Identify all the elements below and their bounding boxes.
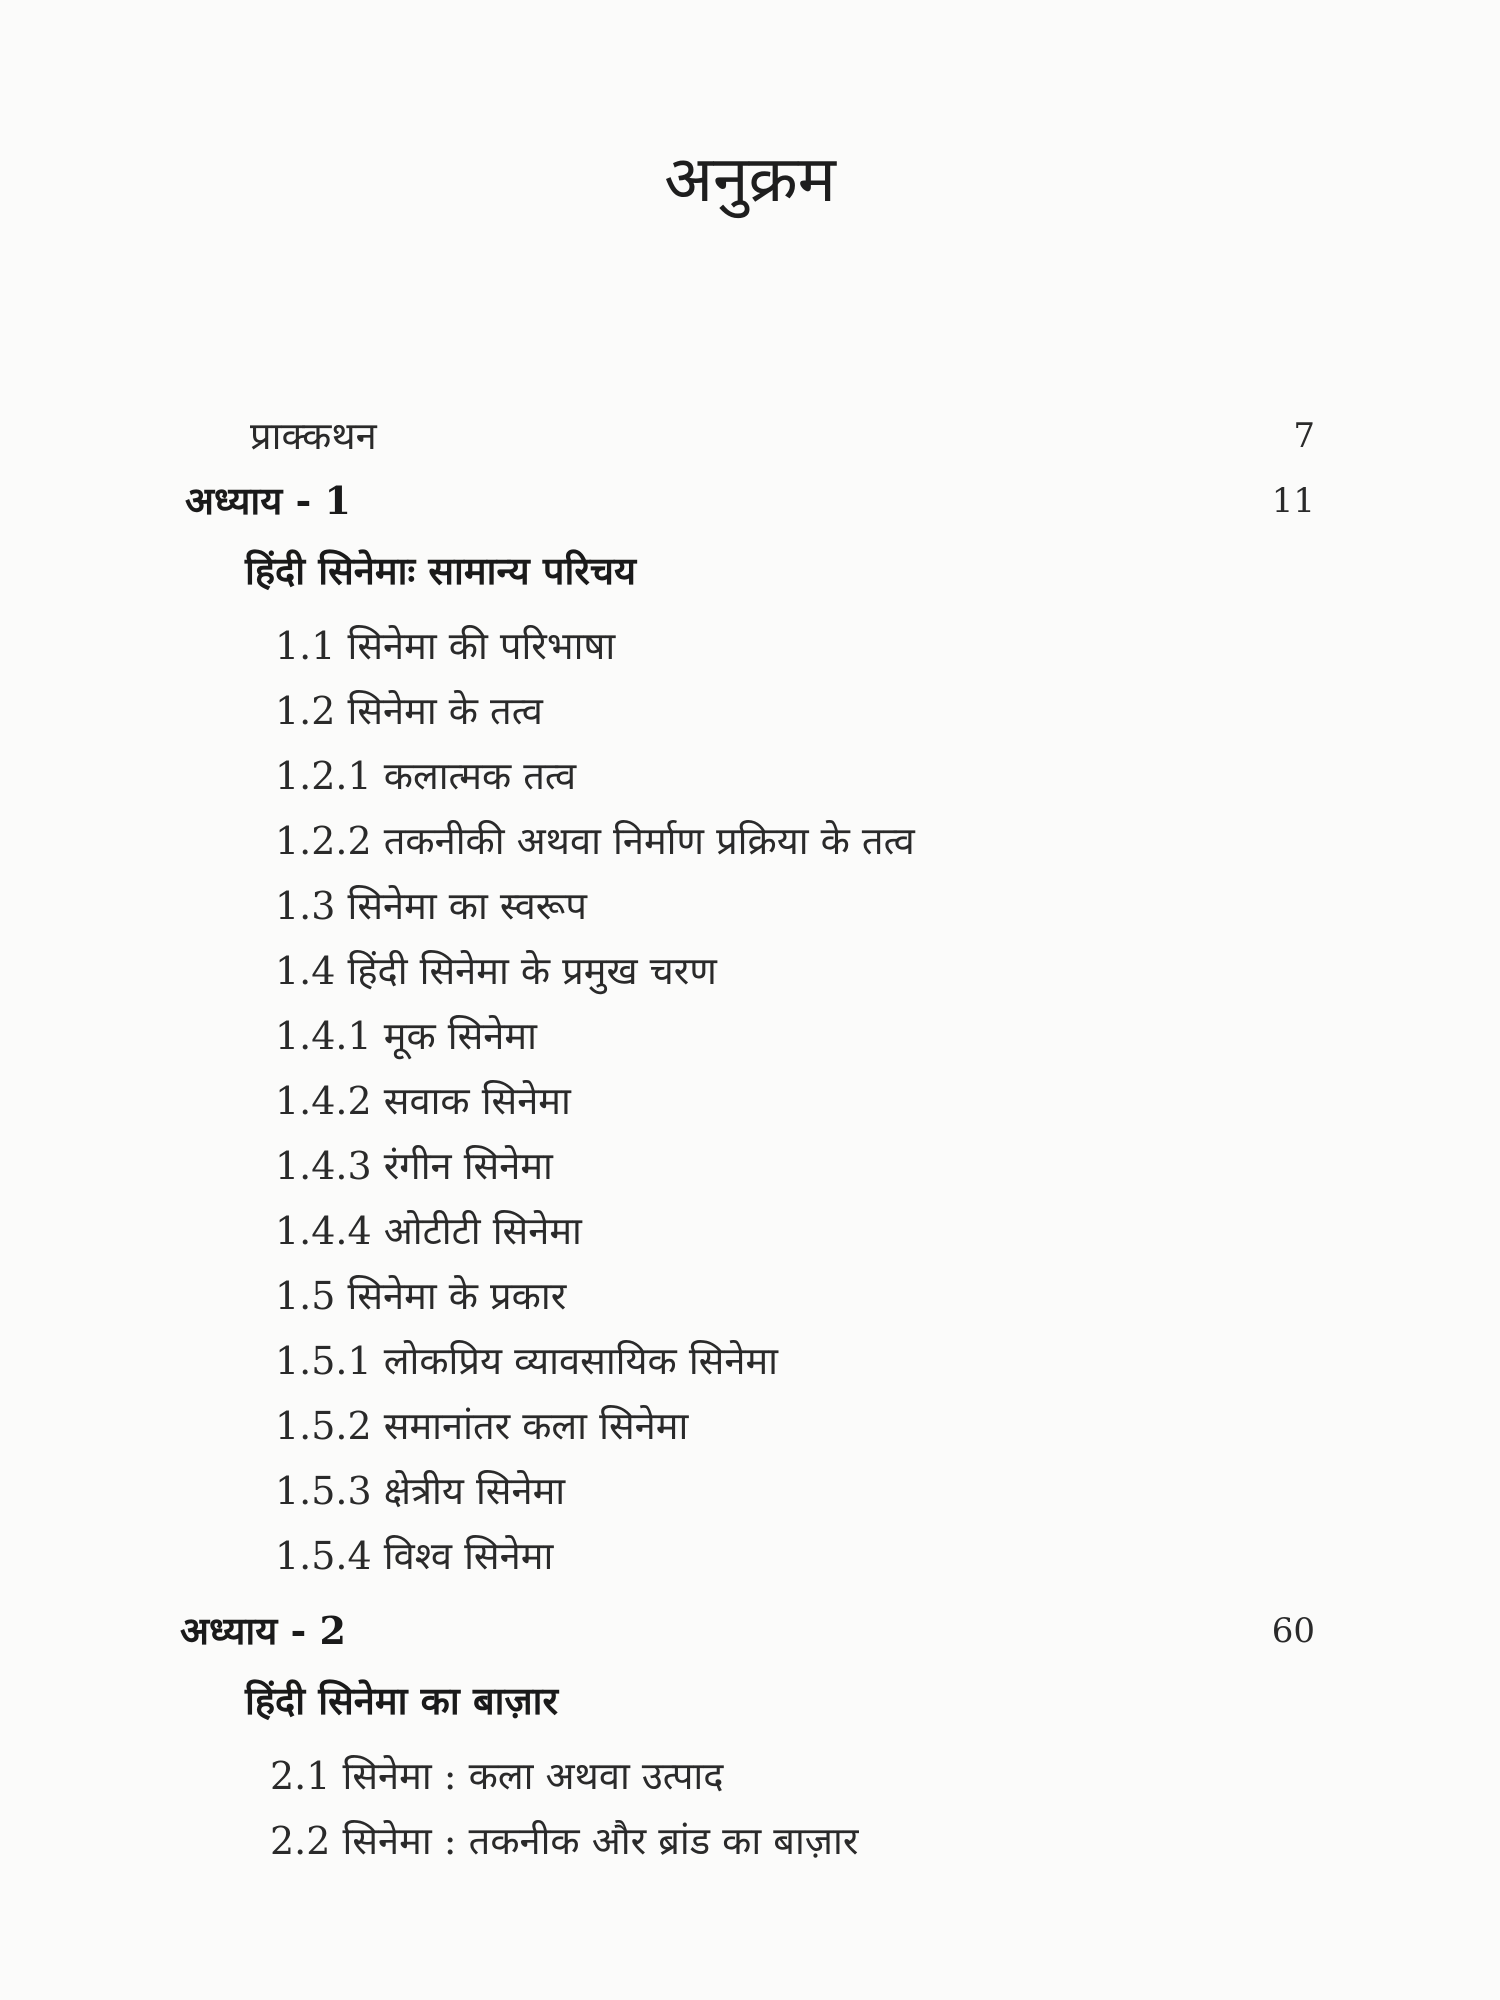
- toc-entry-label: 1.2.1 कलात्मक तत्व: [275, 754, 577, 798]
- toc-entry-label: 1.2 सिनेमा के तत्व: [275, 689, 543, 733]
- toc-entry-label: 1.5 सिनेमा के प्रकार: [275, 1274, 567, 1318]
- toc-entry-label: 1.4.1 मूक सिनेमा: [275, 1014, 537, 1058]
- toc-entry-label: 1.2.2 तकनीकी अथवा निर्माण प्रक्रिया के तत्व: [275, 819, 915, 863]
- toc-entry-label: अध्याय - 2: [180, 1608, 346, 1653]
- toc-row-chapter: [0, 1600, 1500, 1662]
- toc-row: [0, 1135, 1500, 1197]
- toc-entry-label: 1.5.3 क्षेत्रीय सिनेमा: [275, 1469, 566, 1513]
- toc-entry-label: 2.1 सिनेमा : कला अथवा उत्पाद: [270, 1754, 724, 1798]
- toc-row: [0, 1395, 1500, 1457]
- toc-row: [0, 1810, 1500, 1872]
- page-title: अनुक्रम: [664, 143, 836, 217]
- toc-row: [0, 940, 1500, 1002]
- toc-entry-label: 1.4.4 ओटीटी सिनेमा: [275, 1209, 582, 1253]
- toc-row-heading: [0, 1670, 1500, 1732]
- toc-entry-label: प्राक्कथन: [250, 414, 377, 458]
- toc-entry-label: अध्याय - 1: [185, 478, 351, 523]
- toc-entry-label: 2.2 सिनेमा : तकनीक और ब्रांड का बाज़ार: [270, 1819, 859, 1863]
- toc-row: [0, 1525, 1500, 1587]
- toc-entry-label: 1.3 सिनेमा का स्वरूप: [275, 884, 587, 928]
- toc-entry-label: 1.5.1 लोकप्रिय व्यावसायिक सिनेमा: [275, 1339, 779, 1383]
- toc-row: [0, 1200, 1500, 1262]
- toc-row: [0, 405, 1500, 467]
- toc-row: [0, 1005, 1500, 1067]
- toc-entry-label: 1.4.3 रंगीन सिनेमा: [275, 1144, 553, 1188]
- toc-row: [0, 1265, 1500, 1327]
- toc-entry-label: 1.4.2 सवाक सिनेमा: [275, 1079, 571, 1123]
- toc-entry-page: 60: [1271, 1611, 1315, 1651]
- toc-row-chapter: [0, 470, 1500, 532]
- toc-row-heading: [0, 540, 1500, 602]
- toc-row: [0, 1330, 1500, 1392]
- toc-entry-page: 11: [1271, 481, 1315, 521]
- toc-entry-label: हिंदी सिनेमाः सामान्य परिचय: [245, 548, 637, 593]
- toc-entry-label: 1.5.2 समानांतर कला सिनेमा: [275, 1404, 689, 1448]
- toc-row: [0, 1745, 1500, 1807]
- toc-row: [0, 1070, 1500, 1132]
- toc-entry-page: 7: [1293, 416, 1315, 456]
- toc-row: [0, 1460, 1500, 1522]
- toc-row: [0, 680, 1500, 742]
- toc-row: [0, 875, 1500, 937]
- toc-entry-label: 1.1 सिनेमा की परिभाषा: [275, 624, 616, 668]
- toc-row: [0, 615, 1500, 677]
- toc-entry-label: 1.4 हिंदी सिनेमा के प्रमुख चरण: [275, 949, 717, 993]
- toc-row: [0, 810, 1500, 872]
- toc-row: [0, 745, 1500, 807]
- toc-entry-label: 1.5.4 विश्व सिनेमा: [275, 1534, 554, 1578]
- toc-entry-label: हिंदी सिनेमा का बाज़ार: [245, 1678, 559, 1723]
